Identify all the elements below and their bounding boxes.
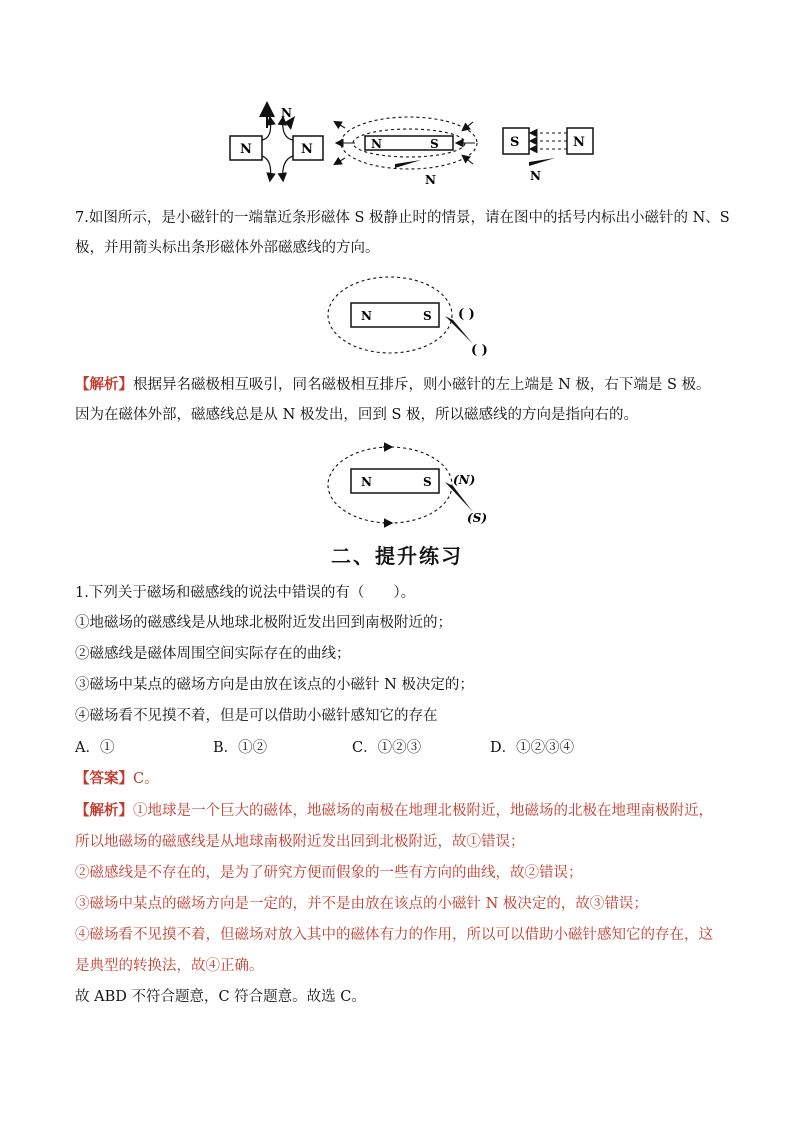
answer-tag: 【答案】: [75, 770, 133, 787]
q1-stem: 1.下列关于磁场和磁感线的说法中错误的有（ ）。: [75, 585, 416, 601]
q1-statement-4: ④磁场看不见摸不着，但是可以借助小磁针感知它的存在: [75, 708, 438, 724]
q7-stem-line2: 极，并用箭头标出条形磁体外部磁感线的方向。: [75, 240, 380, 256]
q1-analysis-line4: ③磁场中某点的磁场方向是一定的，并不是由放在该点的小磁针 N 极决定的，故③错误；: [75, 896, 648, 912]
svg-text:N: N: [301, 142, 313, 157]
q7-answer-needle-s: (S): [467, 511, 488, 525]
q1-analysis-line3: ②磁感线是不存在的，是为了研究方便而假象的一些有方向的曲线，故②错误；: [75, 865, 583, 881]
q1-option-b: B．①②: [213, 740, 268, 756]
q1-analysis-line1: 【解析】①地球是一个巨大的磁体，地磁场的南极在地理北极附近，地磁场的北极在地理南极附近，: [75, 802, 713, 819]
q7-figure: [325, 270, 505, 360]
svg-text:N: N: [530, 169, 541, 183]
q1-option-c: C．①②③: [352, 740, 422, 756]
q7-fig-n-label: N: [361, 309, 372, 323]
svg-text:S: S: [430, 137, 439, 151]
q7-analysis-line1: 【解析】根据异名磁极相互吸引，同名磁极相互排斥，则小磁针的左上端是 N 极，右下端是 S 极。: [75, 376, 711, 393]
svg-text:N: N: [371, 137, 382, 151]
figure-attraction-sn: [503, 128, 593, 183]
q1-statement-1: ①地磁场的磁感线是从地球北极附近发出回到南极附近的；: [75, 615, 452, 631]
magnet-figures-top: [225, 100, 605, 192]
analysis-tag: 【解析】: [75, 376, 133, 393]
q1-answer: [75, 768, 725, 790]
analysis-tag: 【解析】: [75, 802, 133, 819]
q1-statement-2: ②磁感线是磁体周围空间实际存在的曲线；: [75, 646, 351, 662]
figure-bar-magnet-field: [335, 117, 477, 187]
q7-stem-line1: 7.如图所示，是小磁针的一端靠近条形磁体 S 极静止时的情景，请在图中的括号内标出小磁针的 N、S: [75, 210, 730, 226]
q1-option-d: D．①②③④: [490, 740, 575, 756]
q7-analysis-line2: 因为在磁体外部，磁感线总是从 N 极发出，回到 S 极，所以磁感线的方向是指向右的。: [75, 407, 639, 423]
q1-statement-3: ③磁场中某点的磁场方向是由放在该点的小磁针 N 极决定的；: [75, 677, 474, 693]
q1-analysis-line2: 所以地磁场的磁感线是从地球南极附近发出回到北极附近，故①错误；: [75, 834, 525, 850]
section-title: 二、提升练习: [331, 544, 463, 568]
q7-fig-s-label: S: [423, 309, 432, 323]
q7-answer-figure: [325, 440, 505, 530]
q1-analysis-line6: 是典型的转换法，故④正确。: [75, 958, 264, 974]
q7-answer-needle-n: (N): [453, 473, 476, 487]
q1-analysis-line5: ④磁场看不见摸不着，但磁场对放入其中的磁体有力的作用，所以可以借助小磁针感知它的存在，这: [75, 927, 713, 943]
q7-bracket-bottom: ( ): [471, 343, 488, 358]
answer-value: C。: [133, 771, 159, 787]
svg-text:N: N: [425, 173, 436, 187]
q7-answer-s-label: S: [423, 475, 432, 489]
q7-bracket-top: ( ): [458, 307, 475, 322]
svg-text:N: N: [281, 106, 292, 120]
q1-conclusion: 故 ABD 不符合题意，C 符合题意。故选 C。: [75, 989, 366, 1005]
svg-text:N: N: [573, 135, 585, 150]
q7-answer-n-label: N: [361, 475, 372, 489]
svg-text:S: S: [510, 135, 520, 150]
svg-text:N: N: [240, 142, 252, 157]
q1-option-a: A．①: [75, 740, 115, 756]
figure-repulsion-nn: [230, 105, 323, 180]
